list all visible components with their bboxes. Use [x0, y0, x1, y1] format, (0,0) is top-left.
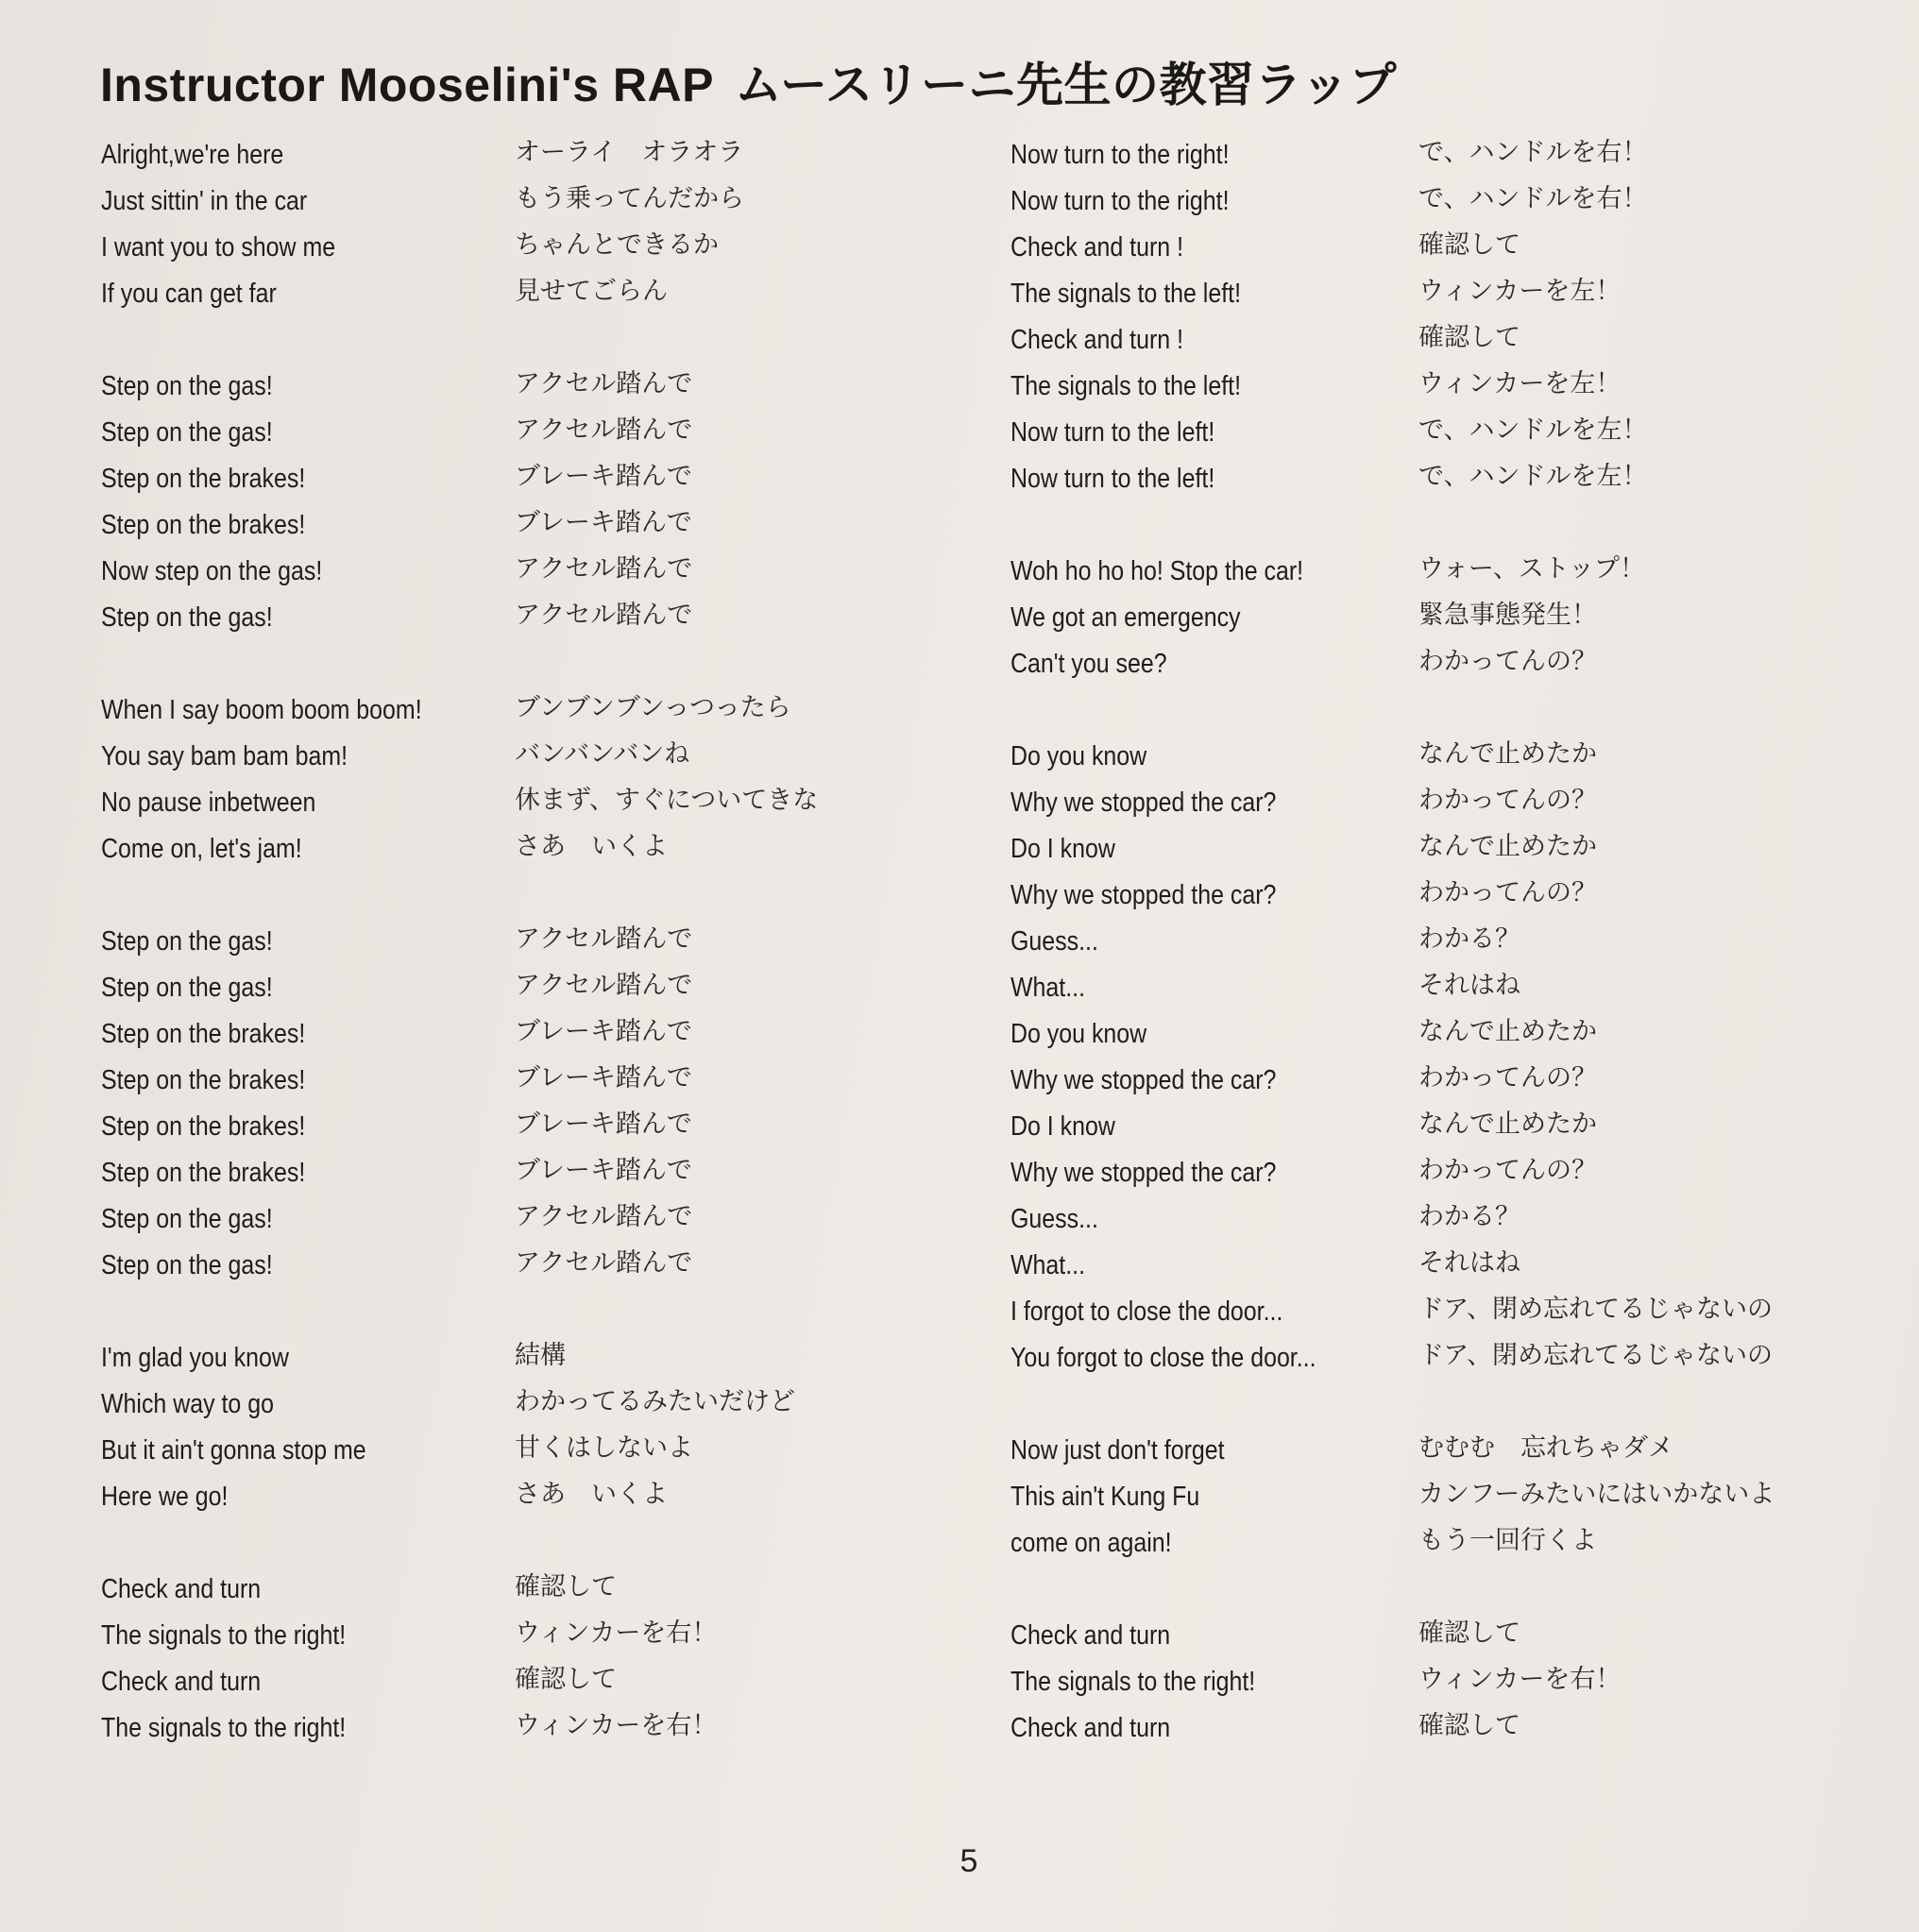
- lyric-line: で、ハンドルを右！: [1418, 138, 1648, 167]
- lyric-line: ウィンカーを右！: [515, 1618, 718, 1648]
- lyric-line: アクセル踏んで: [515, 971, 693, 1000]
- lyric-line: ウィンカーを右！: [1418, 1665, 1622, 1694]
- lyric-line: 確認して: [1418, 323, 1520, 352]
- lyric-line: Check and turn: [1010, 1713, 1171, 1743]
- lyric-line: Step on the gas!: [101, 371, 273, 401]
- lyric-line: オーライ オラオラ: [515, 138, 744, 167]
- lyric-line: The signals to the left!: [1010, 279, 1241, 309]
- lyric-line: Step on the brakes!: [101, 510, 306, 540]
- lyric-line: But it ain't gonna stop me: [101, 1435, 366, 1466]
- lyric-line: 結構: [515, 1341, 566, 1370]
- lyric-line: カンフーみたいにはいかないよ: [1418, 1480, 1775, 1509]
- lyric-line: Come on, let's jam!: [101, 834, 302, 864]
- lyric-line: We got an emergency: [1010, 602, 1241, 633]
- lyric-line: なんで止めたか: [1418, 739, 1597, 769]
- lyric-line: Check and turn !: [1010, 232, 1184, 263]
- title-japanese: ムースリーニ先生の教習ラップ: [734, 58, 1397, 112]
- lyric-line: で、ハンドルを右！: [1418, 184, 1648, 213]
- lyric-line: Check and turn: [1010, 1620, 1171, 1651]
- lyric-line: Step on the gas!: [101, 973, 273, 1003]
- lyric-line: なんで止めたか: [1418, 832, 1597, 861]
- stanza-gap: [1418, 500, 1775, 546]
- lyric-line: 甘くはしないよ: [515, 1433, 693, 1463]
- right-english-lyrics: [1010, 132, 1366, 1752]
- lyric-line: Check and turn: [101, 1667, 262, 1697]
- lyric-line: Now turn to the left!: [1010, 464, 1215, 494]
- lyric-line: ブンブンブンっつったら: [515, 693, 791, 722]
- lyric-line: もう乗ってんだから: [515, 184, 744, 213]
- lyric-line: わかってんの？: [1418, 786, 1597, 815]
- lyric-line: Guess...: [1010, 926, 1098, 957]
- lyric-line: Step on the brakes!: [101, 464, 306, 494]
- lyric-line: それはね: [1418, 1248, 1520, 1278]
- left-english-lyrics: [101, 132, 474, 1752]
- stanza-gap: [101, 641, 422, 687]
- lyric-line: You forgot to close the door...: [1010, 1343, 1316, 1373]
- lyric-line: Check and turn !: [1010, 325, 1184, 355]
- lyric-line: Step on the gas!: [101, 602, 273, 633]
- lyric-line: Here we go!: [101, 1482, 229, 1512]
- lyric-line: アクセル踏んで: [515, 369, 693, 398]
- stanza-gap: [1010, 687, 1316, 734]
- lyric-line: Now turn to the left!: [1010, 417, 1215, 448]
- lyric-line: No pause inbetween: [101, 788, 316, 818]
- lyric-line: ちゃんとできるか: [515, 230, 719, 260]
- lyric-line: Step on the brakes!: [101, 1158, 306, 1188]
- stanza-gap: [515, 314, 818, 361]
- lyric-line: ドア、閉め忘れてるじゃないの: [1418, 1295, 1774, 1324]
- stanza-gap: [515, 870, 818, 916]
- lyric-line: Step on the gas!: [101, 926, 273, 957]
- lyric-line: 確認して: [1418, 230, 1520, 260]
- lyric-line: I'm glad you know: [101, 1343, 289, 1373]
- lyric-line: Step on the brakes!: [101, 1065, 306, 1095]
- lyric-line: なんで止めたか: [1418, 1110, 1597, 1139]
- stanza-gap: [1418, 1564, 1775, 1610]
- lyric-line: さあ いくよ: [515, 1480, 668, 1509]
- lyric-line: で、ハンドルを左！: [1418, 415, 1648, 445]
- lyric-line: Can't you see?: [1010, 649, 1167, 679]
- lyric-line: Which way to go: [101, 1389, 274, 1419]
- lyric-line: バンバンバンね: [515, 739, 690, 769]
- lyric-line: で、ハンドルを左！: [1418, 462, 1648, 491]
- stanza-gap: [101, 873, 422, 919]
- lyric-line: Step on the gas!: [101, 417, 273, 448]
- stanza-gap: [1010, 1381, 1316, 1428]
- stanza-gap: [515, 1286, 818, 1332]
- lyric-line: ブレーキ踏んで: [515, 1063, 692, 1093]
- lyric-line: アクセル踏んで: [515, 1202, 693, 1231]
- lyric-line: ウィンカーを左！: [1418, 277, 1622, 306]
- lyric-line: The signals to the right!: [1010, 1667, 1256, 1697]
- stanza-gap: [1010, 502, 1316, 549]
- lyric-line: Now step on the gas!: [101, 556, 323, 586]
- lyric-line: When I say boom boom boom!: [101, 695, 422, 725]
- page-number: 5: [960, 1843, 978, 1879]
- lyric-line: アクセル踏んで: [515, 415, 693, 445]
- lyric-line: Step on the brakes!: [101, 1019, 306, 1049]
- lyric-line: 確認して: [1418, 1618, 1520, 1648]
- stanza-gap: [1418, 685, 1775, 731]
- lyric-line: ブレーキ踏んで: [515, 462, 692, 491]
- lyric-line: Why we stopped the car?: [1010, 1065, 1277, 1095]
- lyric-line: The signals to the right!: [101, 1620, 347, 1651]
- lyric-line: わかってんの？: [1418, 878, 1597, 907]
- stanza-gap: [515, 1517, 818, 1564]
- lyric-line: アクセル踏んで: [515, 554, 693, 584]
- lyric-line: Why we stopped the car?: [1010, 1158, 1277, 1188]
- lyric-line: アクセル踏んで: [515, 924, 693, 954]
- title-english: Instructor Mooselini's RAP: [100, 59, 714, 111]
- lyric-line: The signals to the right!: [101, 1713, 347, 1743]
- lyric-line: わかる？: [1418, 1202, 1520, 1231]
- lyric-line: ブレーキ踏んで: [515, 1156, 692, 1185]
- lyric-line: 休まず、すぐについてきな: [515, 786, 819, 815]
- lyric-line: なんで止めたか: [1418, 1017, 1597, 1046]
- lyric-line: Now turn to the right!: [1010, 186, 1230, 216]
- lyric-line: Guess...: [1010, 1204, 1098, 1234]
- lyric-line: アクセル踏んで: [515, 601, 693, 630]
- lyric-line: Do you know: [1010, 741, 1147, 771]
- lyric-line: ウィンカーを左！: [1418, 369, 1622, 398]
- lyric-line: ブレーキ踏んで: [515, 508, 692, 537]
- lyric-line: さあ いくよ: [515, 832, 668, 861]
- lyric-line: わかる？: [1418, 924, 1520, 954]
- lyric-line: わかってんの？: [1418, 1063, 1597, 1093]
- lyric-line: わかってるみたいだけど: [515, 1387, 795, 1416]
- stanza-gap: [101, 317, 422, 364]
- lyric-line: ウィンカーを右！: [515, 1711, 718, 1740]
- lyric-line: I forgot to close the door...: [1010, 1296, 1283, 1327]
- lyric-line: What...: [1010, 1250, 1085, 1280]
- lyric-line: ブレーキ踏んで: [515, 1110, 692, 1139]
- lyric-line: 見せてごらん: [515, 277, 668, 306]
- lyric-line: もう一回行くよ: [1418, 1526, 1597, 1555]
- left-japanese-lyrics: [515, 129, 818, 1749]
- lyric-line: You say bam bam bam!: [101, 741, 348, 771]
- lyric-line: come on again!: [1010, 1528, 1172, 1558]
- right-japanese-lyrics: [1418, 129, 1775, 1749]
- lyric-line: 確認して: [515, 1572, 617, 1602]
- lyric-line: Do I know: [1010, 834, 1115, 864]
- lyric-line: If you can get far: [101, 279, 277, 309]
- lyric-line: 確認して: [1418, 1711, 1520, 1740]
- lyric-line: ウォー、ストップ！: [1418, 554, 1646, 584]
- lyric-line: Step on the gas!: [101, 1204, 273, 1234]
- lyric-line: What...: [1010, 973, 1085, 1003]
- lyric-line: Step on the gas!: [101, 1250, 273, 1280]
- lyric-line: むむむ 忘れちゃダメ: [1418, 1433, 1673, 1463]
- lyric-line: Do I know: [1010, 1111, 1115, 1142]
- lyric-line: This ain't Kung Fu: [1010, 1482, 1200, 1512]
- lyric-line: Just sittin' in the car: [101, 186, 308, 216]
- stanza-gap: [1418, 1379, 1775, 1425]
- stanza-gap: [101, 1289, 422, 1335]
- lyric-line: Woh ho ho ho! Stop the car!: [1010, 556, 1304, 586]
- lyric-line: わかってんの？: [1418, 1156, 1597, 1185]
- lyric-line: Now turn to the right!: [1010, 140, 1230, 170]
- lyric-line: I want you to show me: [101, 232, 336, 263]
- lyric-line: The signals to the left!: [1010, 371, 1241, 401]
- lyric-line: 緊急事態発生！: [1418, 601, 1597, 630]
- page-title: [100, 47, 1397, 115]
- lyric-line: Step on the brakes!: [101, 1111, 306, 1142]
- stanza-gap: [515, 638, 818, 685]
- lyric-line: 確認して: [515, 1665, 617, 1694]
- lyric-line: Do you know: [1010, 1019, 1147, 1049]
- lyric-line: それはね: [1418, 971, 1520, 1000]
- lyric-line: Check and turn: [101, 1574, 262, 1604]
- lyric-line: Why we stopped the car?: [1010, 788, 1277, 818]
- stanza-gap: [1010, 1567, 1316, 1613]
- stanza-gap: [101, 1520, 422, 1567]
- lyric-line: Why we stopped the car?: [1010, 880, 1277, 910]
- lyric-line: ブレーキ踏んで: [515, 1017, 692, 1046]
- lyric-line: アクセル踏んで: [515, 1248, 693, 1278]
- lyric-line: Now just don't forget: [1010, 1435, 1225, 1466]
- lyric-line: わかってんの？: [1418, 647, 1597, 676]
- lyric-line: ドア、閉め忘れてるじゃないの: [1418, 1341, 1774, 1370]
- lyric-line: Alright,we're here: [101, 140, 284, 170]
